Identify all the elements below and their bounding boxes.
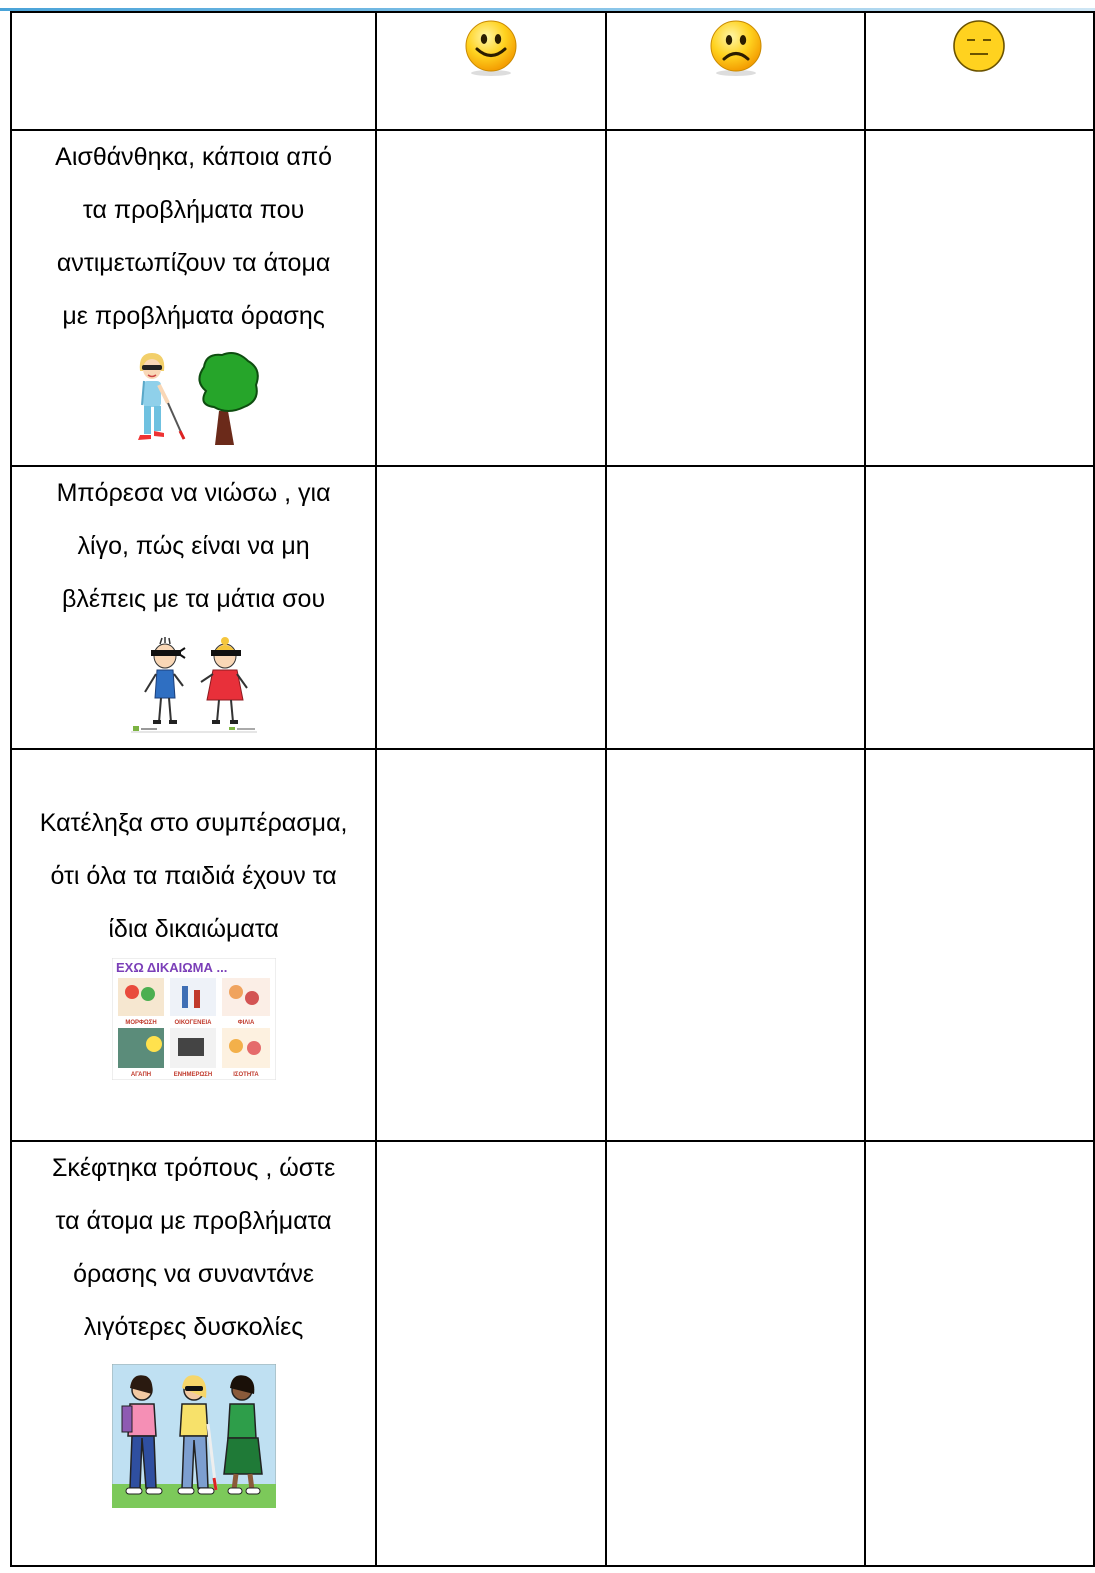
- poster-label: ΑΓΑΠΗ: [130, 1072, 151, 1078]
- children-walking-together-image: [112, 1364, 276, 1508]
- statement-line: αντιμετωπίζουν τα άτομα: [56, 249, 331, 277]
- poster-label: ΕΝΗΜΕΡΩΣΗ: [173, 1072, 212, 1078]
- statement-line: τα προβλήματα που: [82, 196, 305, 224]
- poster-label: ΙΣΟΤΗΤΑ: [232, 1072, 259, 1078]
- statement-line: λιγότερες δυσκολίες: [83, 1313, 304, 1341]
- statement-text: [12, 1142, 375, 1354]
- statement-cell: [11, 1141, 376, 1566]
- statement-line: Κατέληξα στο συμπέρασμα,: [39, 809, 348, 837]
- poster-label: ΜΟΡΦΩΣΗ: [124, 1020, 157, 1026]
- rating-cell-sad[interactable]: [606, 1141, 865, 1566]
- statement-text: [12, 750, 375, 956]
- rating-cell-happy[interactable]: [376, 466, 606, 749]
- statement-line: ίδια δικαιώματα: [108, 915, 279, 943]
- statement-cell: [11, 130, 376, 466]
- poster-label: ΟΙΚΟΓΕΝΕΙΑ: [174, 1020, 212, 1026]
- table-row: [11, 1141, 1094, 1566]
- self-evaluation-table: [10, 11, 1095, 1567]
- table-row: [11, 130, 1094, 466]
- statement-cell: [11, 749, 376, 1141]
- children-rights-poster-image: [112, 958, 276, 1080]
- table-row: [11, 749, 1094, 1141]
- table-row: [11, 466, 1094, 749]
- header-cell-neutral: [865, 12, 1094, 130]
- header-cell-sad: [606, 12, 865, 130]
- rating-cell-happy[interactable]: [376, 130, 606, 466]
- statement-line: Αισθάνθηκα, κάποια από: [55, 143, 333, 171]
- statement-line: Μπόρεσα να νιώσω , για: [56, 479, 331, 507]
- statement-text: [12, 131, 375, 343]
- statement-text: [12, 467, 375, 626]
- rating-cell-sad[interactable]: [606, 749, 865, 1141]
- statement-line: όρασης να συναντάνε: [73, 1260, 315, 1288]
- rating-cell-neutral[interactable]: [865, 1141, 1094, 1566]
- rating-cell-happy[interactable]: [376, 1141, 606, 1566]
- statement-line: ότι όλα τα παιδιά έχουν τα: [50, 862, 337, 890]
- poster-title: ΕΧΩ ΔΙΚΑΙΩΜΑ ...: [115, 960, 227, 975]
- rating-cell-sad[interactable]: [606, 130, 865, 466]
- rating-cell-neutral[interactable]: [865, 130, 1094, 466]
- smiley-happy-icon: [462, 19, 520, 77]
- rating-cell-neutral[interactable]: [865, 466, 1094, 749]
- header-cell-happy: [376, 12, 606, 130]
- statement-line: με προβλήματα όρασης: [62, 302, 325, 330]
- header-row: [11, 12, 1094, 130]
- smiley-neutral-icon: [950, 19, 1008, 77]
- rating-cell-neutral[interactable]: [865, 749, 1094, 1141]
- statement-cell: [11, 466, 376, 749]
- rating-cell-happy[interactable]: [376, 749, 606, 1141]
- blind-woman-with-cane-and-tree-image: [124, 351, 264, 451]
- blindfolded-children-image: [129, 636, 259, 736]
- statement-line: Σκέφτηκα τρόπους , ώστε: [51, 1154, 336, 1182]
- header-empty-cell: [11, 12, 376, 130]
- rating-cell-sad[interactable]: [606, 466, 865, 749]
- statement-line: τα άτομα με προβλήματα: [55, 1207, 332, 1235]
- statement-line: λίγο, πώς είναι να μη: [77, 532, 310, 560]
- poster-label: ΦΙΛΙΑ: [237, 1020, 254, 1026]
- smiley-sad-icon: [707, 19, 765, 77]
- statement-line: βλέπεις με τα μάτια σου: [62, 585, 326, 613]
